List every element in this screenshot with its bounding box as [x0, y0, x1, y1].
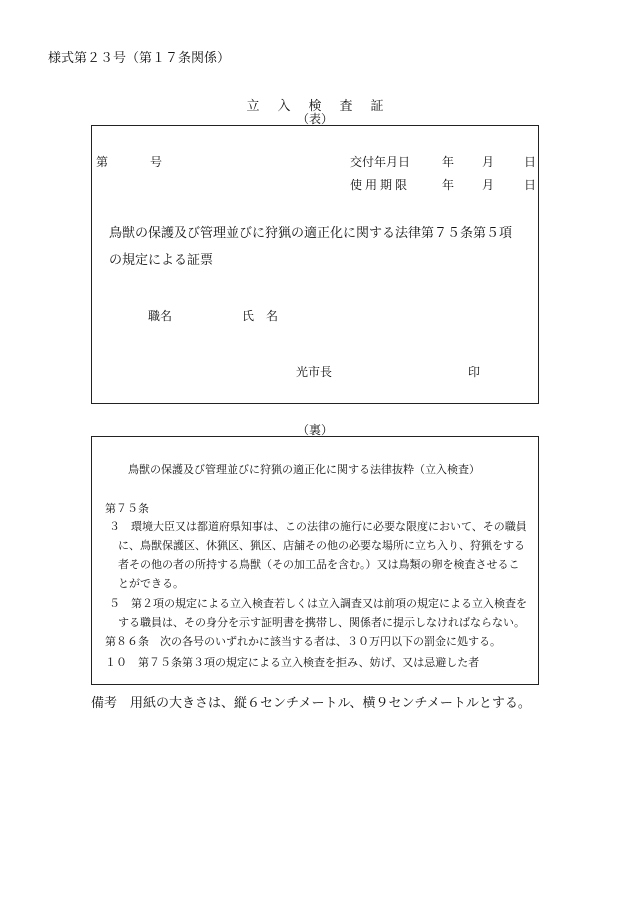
article-75: 第７５条 — [105, 502, 149, 515]
name-label: 氏 名 — [242, 309, 279, 323]
form-number: 様式第２３号（第１７条関係） — [48, 51, 231, 66]
paragraph-3-line2: に、鳥獣保護区、休猟区、猟区、店舗その他の必要な場所に立ち入り、狩猟をする — [118, 539, 525, 552]
expiry-label: 使用期限 — [350, 178, 411, 192]
law-text-line2: の規定による証票 — [109, 253, 214, 268]
number-prefix: 第 — [96, 155, 109, 169]
certificate-back — [91, 436, 539, 685]
front-side-label: （表） — [296, 112, 333, 126]
document-title: 立入検査証 — [246, 99, 402, 114]
seal-mark: 印 — [468, 365, 481, 379]
issue-year: 年 — [442, 155, 455, 169]
paragraph-3-line4: とができる。 — [118, 577, 184, 590]
position-label: 職名 — [148, 309, 173, 323]
expiry-day: 日 — [524, 178, 537, 192]
remark-note: 備考 用紙の大きさは、縦６センチメートル、横９センチメートルとする。 — [91, 696, 531, 711]
law-text-line1: 鳥獣の保護及び管理並びに狩猟の適正化に関する法律第７５条第５項 — [109, 226, 513, 241]
issuer-name: 光市長 — [296, 365, 333, 379]
number-suffix: 号 — [150, 155, 163, 169]
item-10: １０ 第７５条第３項の規定による立入検査を拒み、妨げ、又は忌避した者 — [105, 656, 480, 669]
issue-day: 日 — [524, 155, 537, 169]
certificate-front — [91, 125, 539, 404]
paragraph-3-line3: 者その他の者の所持する鳥獣（その加工品を含む。）又は鳥類の卵を検査させるこ — [118, 558, 520, 571]
paragraph-5-line2: する職員は、その身分を示す証明書を携帯し、関係者に提示しなければならない。 — [118, 616, 525, 629]
issue-date-label: 交付年月日 — [350, 155, 411, 169]
excerpt-heading: 鳥獣の保護及び管理並びに狩猟の適正化に関する法律抜粋（立入検査） — [128, 463, 480, 476]
paragraph-5-line1: ５ 第２項の規定による立入検査若しくは立入調査又は前項の規定による立入検査を — [109, 597, 527, 610]
article-86: 第８６条 次の各号のいずれかに該当する者は、３０万円以下の罰金に処する。 — [105, 635, 501, 648]
expiry-year: 年 — [442, 178, 455, 192]
paragraph-3-line1: ３ 環境大臣又は都道府県知事は、この法律の施行に必要な限度において、その職員 — [109, 520, 527, 533]
expiry-month: 月 — [482, 178, 495, 192]
back-side-label: （裏） — [296, 423, 333, 437]
issue-month: 月 — [482, 155, 495, 169]
